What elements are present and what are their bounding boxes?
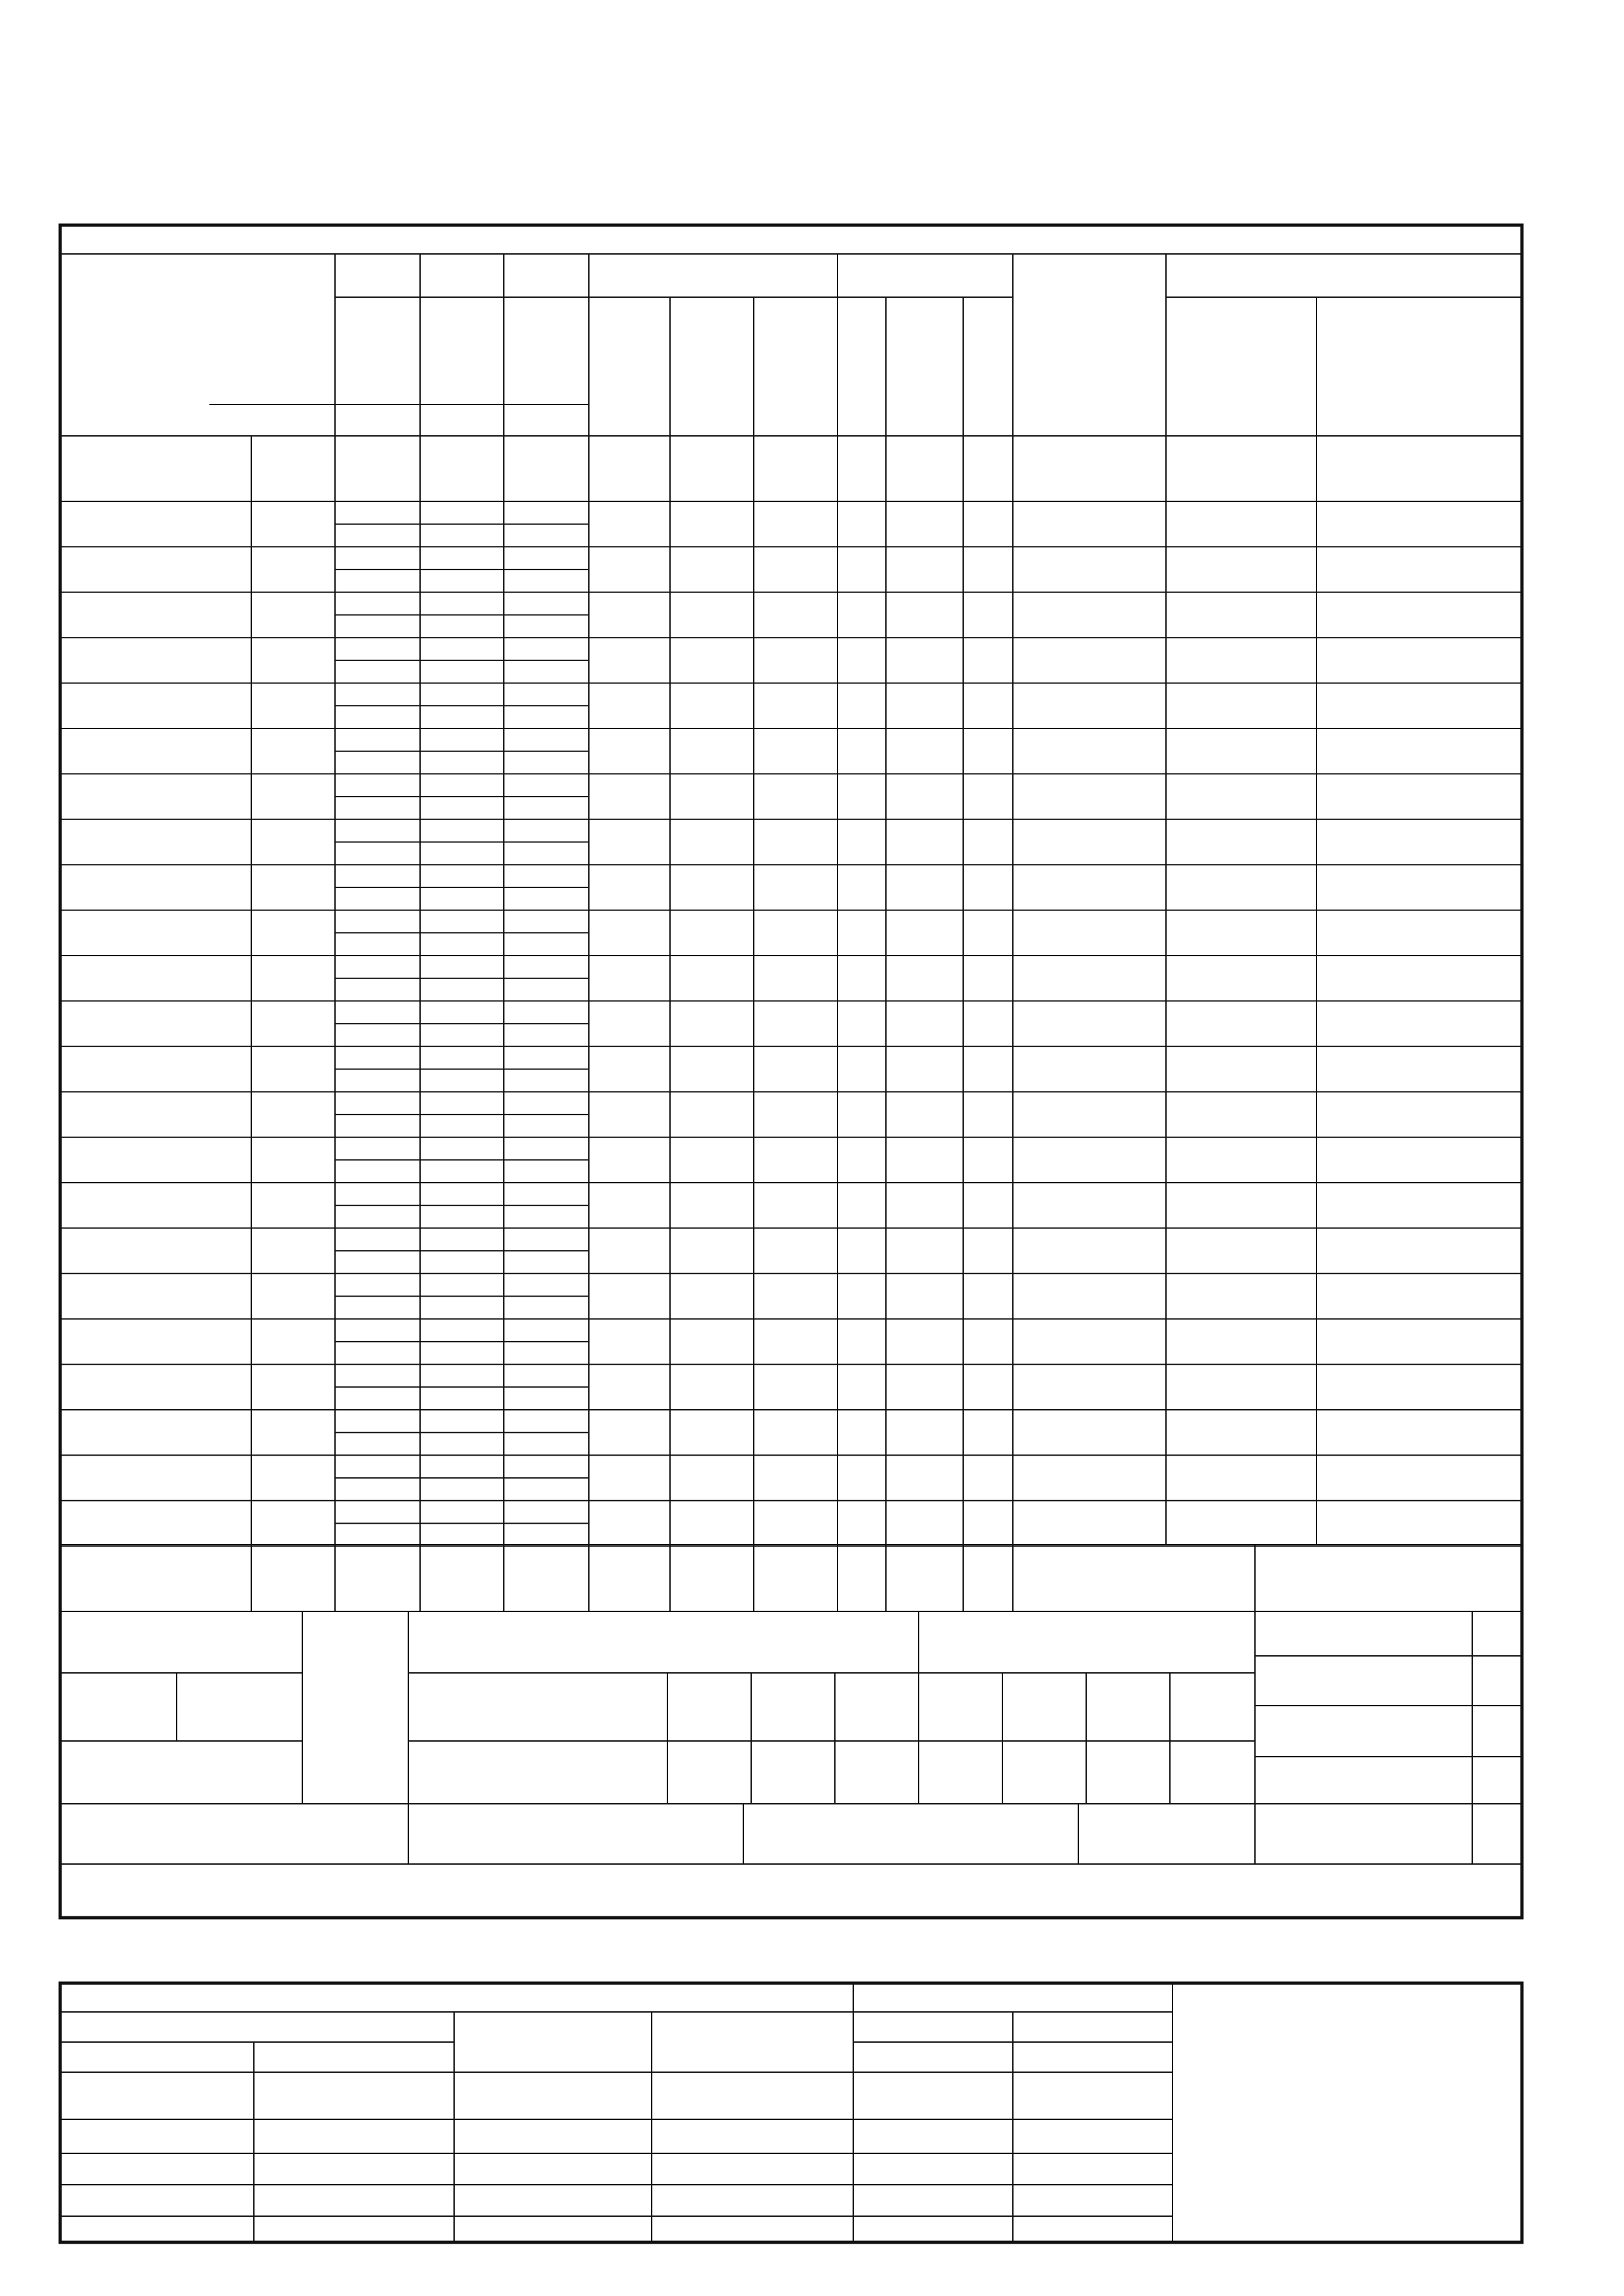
- form-border: [60, 225, 1522, 1918]
- form-border: [60, 1983, 1522, 2242]
